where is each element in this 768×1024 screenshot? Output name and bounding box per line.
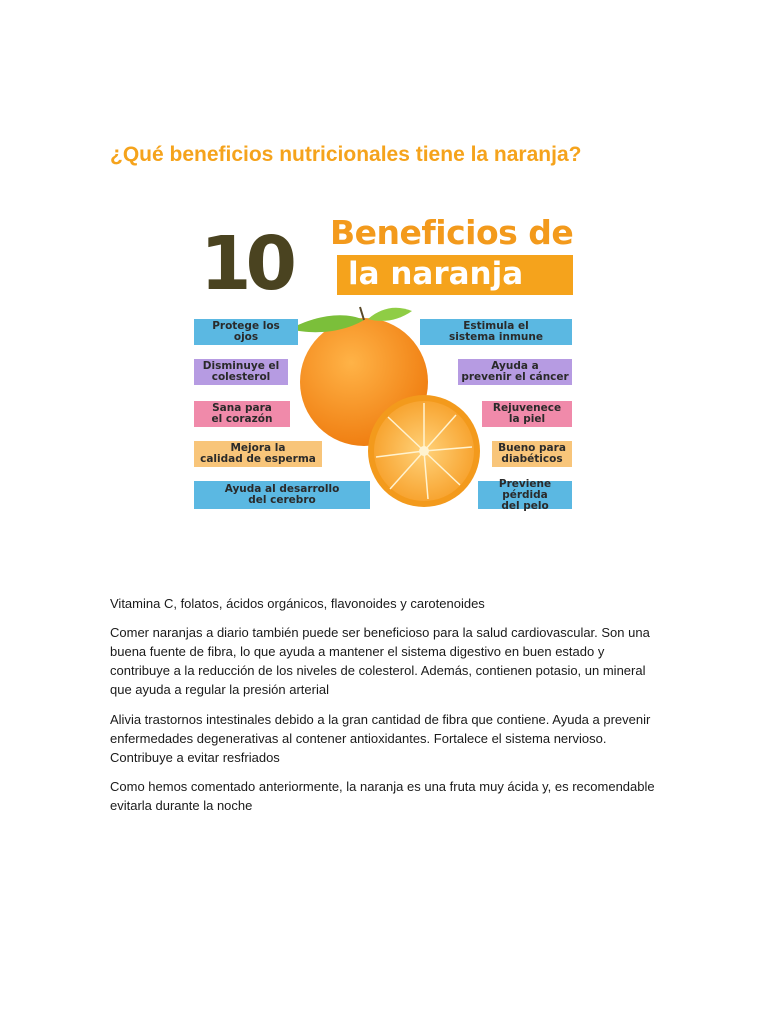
benefit-label-left-1: Protege los ojos — [194, 319, 298, 345]
paragraph-3: Alivia trastornos intestinales debido a la gran cantidad de fibra que contiene. Ayuda a prevenir enfermedades degenerativas al contener antioxidantes. Fortalece el sistema nervioso. Contribuye a evitar resfriados — [110, 712, 651, 765]
benefit-label-right-3: Rejuvenece la piel — [482, 401, 572, 427]
benefit-label-right-5: Previene pérdida del pelo — [478, 481, 572, 509]
infographic-heading-line1: Beneficios de — [330, 213, 574, 252]
benefit-label-right-2: Ayuda a prevenir el cáncer — [458, 359, 572, 385]
benefit-label-left-5: Ayuda al desarrollo del cerebro — [194, 481, 370, 509]
paragraph-4: Como hemos comentado anteriormente, la naranja es una fruta muy ácida y, es recomendable evitarla durante la noche — [110, 779, 655, 813]
benefit-label-left-3: Sana para el corazón — [194, 401, 290, 427]
paragraph-1: Vitamina C, folatos, ácidos orgánicos, flavonoides y carotenoides — [110, 596, 485, 611]
infographic-image — [192, 207, 574, 511]
benefit-label-left-2: Disminuye el colesterol — [194, 359, 288, 385]
infographic-heading-line2: la naranja — [348, 256, 524, 292]
benefit-label-right-1: Estimula el sistema inmune — [420, 319, 572, 345]
infographic-number: 10 — [200, 221, 291, 307]
benefit-label-left-4: Mejora la calidad de esperma — [194, 441, 322, 467]
benefit-label-right-4: Bueno para diabéticos — [492, 441, 572, 467]
paragraph-2: Comer naranjas a diario también puede ser beneficioso para la salud cardiovascular. Son una buena fuente de fibra, lo que ayuda a mantener el sistema digestivo en buen estado y contribuye a la reducción de los niveles de colesterol. Además, contienen potasio, un mineral que ayuda a regular la presión arterial — [110, 625, 650, 697]
page-title: ¿Qué beneficios nutricionales tiene la naranja? — [110, 143, 582, 166]
